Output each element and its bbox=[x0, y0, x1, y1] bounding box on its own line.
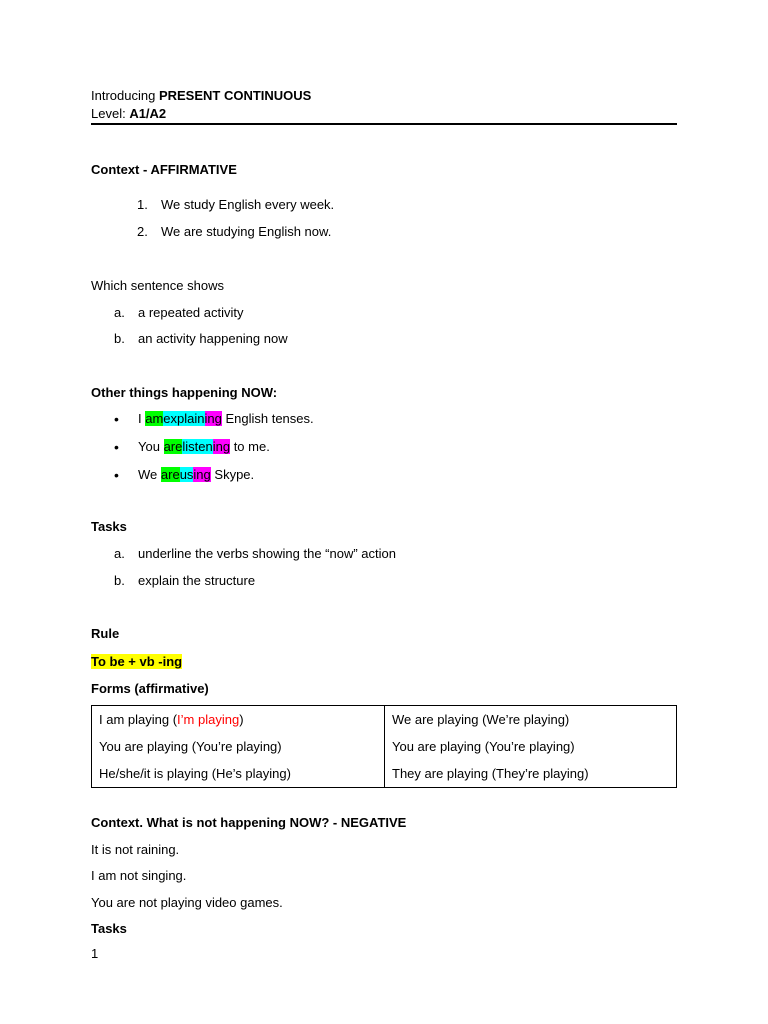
formula-highlight: To be + vb -ing bbox=[91, 654, 183, 669]
verb-stem-highlight: listen bbox=[182, 439, 213, 454]
context-affirmative-heading: Context - AFFIRMATIVE bbox=[91, 162, 237, 177]
option-marker-b: b. bbox=[114, 331, 125, 346]
tasks-heading-2: Tasks bbox=[91, 921, 127, 936]
table-cell: You are playing (You’re playing) bbox=[385, 733, 677, 760]
intro-line bbox=[91, 88, 311, 104]
form-text: You are playing (You’re playing) bbox=[99, 739, 282, 754]
header-divider bbox=[91, 123, 677, 125]
bullet-2: • bbox=[114, 439, 119, 455]
verb-stem-highlight: us bbox=[179, 467, 194, 482]
negative-heading: Context. What is not happening NOW? - NEGATIVE bbox=[91, 815, 407, 830]
negative-line-1: It is not raining. bbox=[91, 842, 180, 857]
form-text: He/she/it is playing (He’s playing) bbox=[99, 766, 291, 781]
intro-prefix: Introducing bbox=[91, 88, 159, 103]
sentence-1: We study English every week. bbox=[161, 197, 335, 212]
ing-highlight: ing bbox=[204, 411, 222, 426]
option-marker-a: a. bbox=[114, 305, 125, 320]
other-things-heading: Other things happening NOW: bbox=[91, 385, 278, 400]
option-a: a repeated activity bbox=[138, 305, 244, 320]
example-sentence-1 bbox=[138, 411, 314, 427]
table-cell bbox=[92, 733, 385, 760]
rule-heading: Rule bbox=[91, 626, 120, 641]
bullet-1: • bbox=[114, 411, 119, 427]
aux-highlight: are bbox=[163, 439, 183, 454]
form-text: I am playing ( bbox=[99, 712, 178, 727]
table-cell: They are playing (They’re playing) bbox=[385, 760, 677, 788]
table-cell bbox=[92, 706, 385, 734]
table-cell: We are playing (We’re playing) bbox=[385, 706, 677, 734]
level-line bbox=[91, 106, 166, 122]
example-rest: English tenses. bbox=[221, 411, 314, 426]
rule-formula bbox=[91, 654, 182, 670]
table-cell bbox=[92, 760, 385, 788]
forms-heading: Forms (affirmative) bbox=[91, 681, 209, 696]
verb-stem-highlight: explain bbox=[163, 411, 205, 426]
forms-table bbox=[91, 705, 677, 788]
negative-line-2: I am not singing. bbox=[91, 868, 187, 883]
negative-line-3: You are not playing video games. bbox=[91, 895, 283, 910]
contraction-red: I’m playing bbox=[177, 712, 240, 727]
tasks-heading-1: Tasks bbox=[91, 519, 127, 534]
example-rest: Skype. bbox=[210, 467, 255, 482]
aux-highlight: am bbox=[145, 411, 164, 426]
question-text: Which sentence shows bbox=[91, 278, 224, 293]
task-marker-b: b. bbox=[114, 573, 125, 588]
example-sentence-3 bbox=[138, 467, 254, 483]
sentence-marker-2: 2. bbox=[137, 224, 148, 239]
table-row bbox=[92, 733, 677, 760]
sentence-2: We are studying English now. bbox=[161, 224, 332, 239]
ing-highlight: ing bbox=[193, 467, 211, 482]
ing-highlight: ing bbox=[212, 439, 231, 454]
table-row bbox=[92, 760, 677, 788]
example-subject: We bbox=[138, 467, 161, 482]
page-number: 1 bbox=[91, 946, 99, 961]
level-prefix: Level: bbox=[91, 106, 130, 121]
bullet-3: • bbox=[114, 467, 119, 483]
task-marker-a: a. bbox=[114, 546, 125, 561]
example-subject: You bbox=[138, 439, 164, 454]
example-subject: I bbox=[138, 411, 146, 426]
level-value: A1/A2 bbox=[129, 106, 167, 121]
intro-title: PRESENT CONTINUOUS bbox=[158, 88, 312, 103]
option-b: an activity happening now bbox=[138, 331, 288, 346]
example-sentence-2 bbox=[138, 439, 270, 455]
form-text-end: ) bbox=[239, 712, 244, 727]
aux-highlight: are bbox=[160, 467, 180, 482]
task-a: underline the verbs showing the “now” action bbox=[138, 546, 396, 561]
example-rest: to me. bbox=[230, 439, 270, 454]
task-b: explain the structure bbox=[138, 573, 256, 588]
sentence-marker-1: 1. bbox=[137, 197, 148, 212]
table-row bbox=[92, 706, 677, 734]
